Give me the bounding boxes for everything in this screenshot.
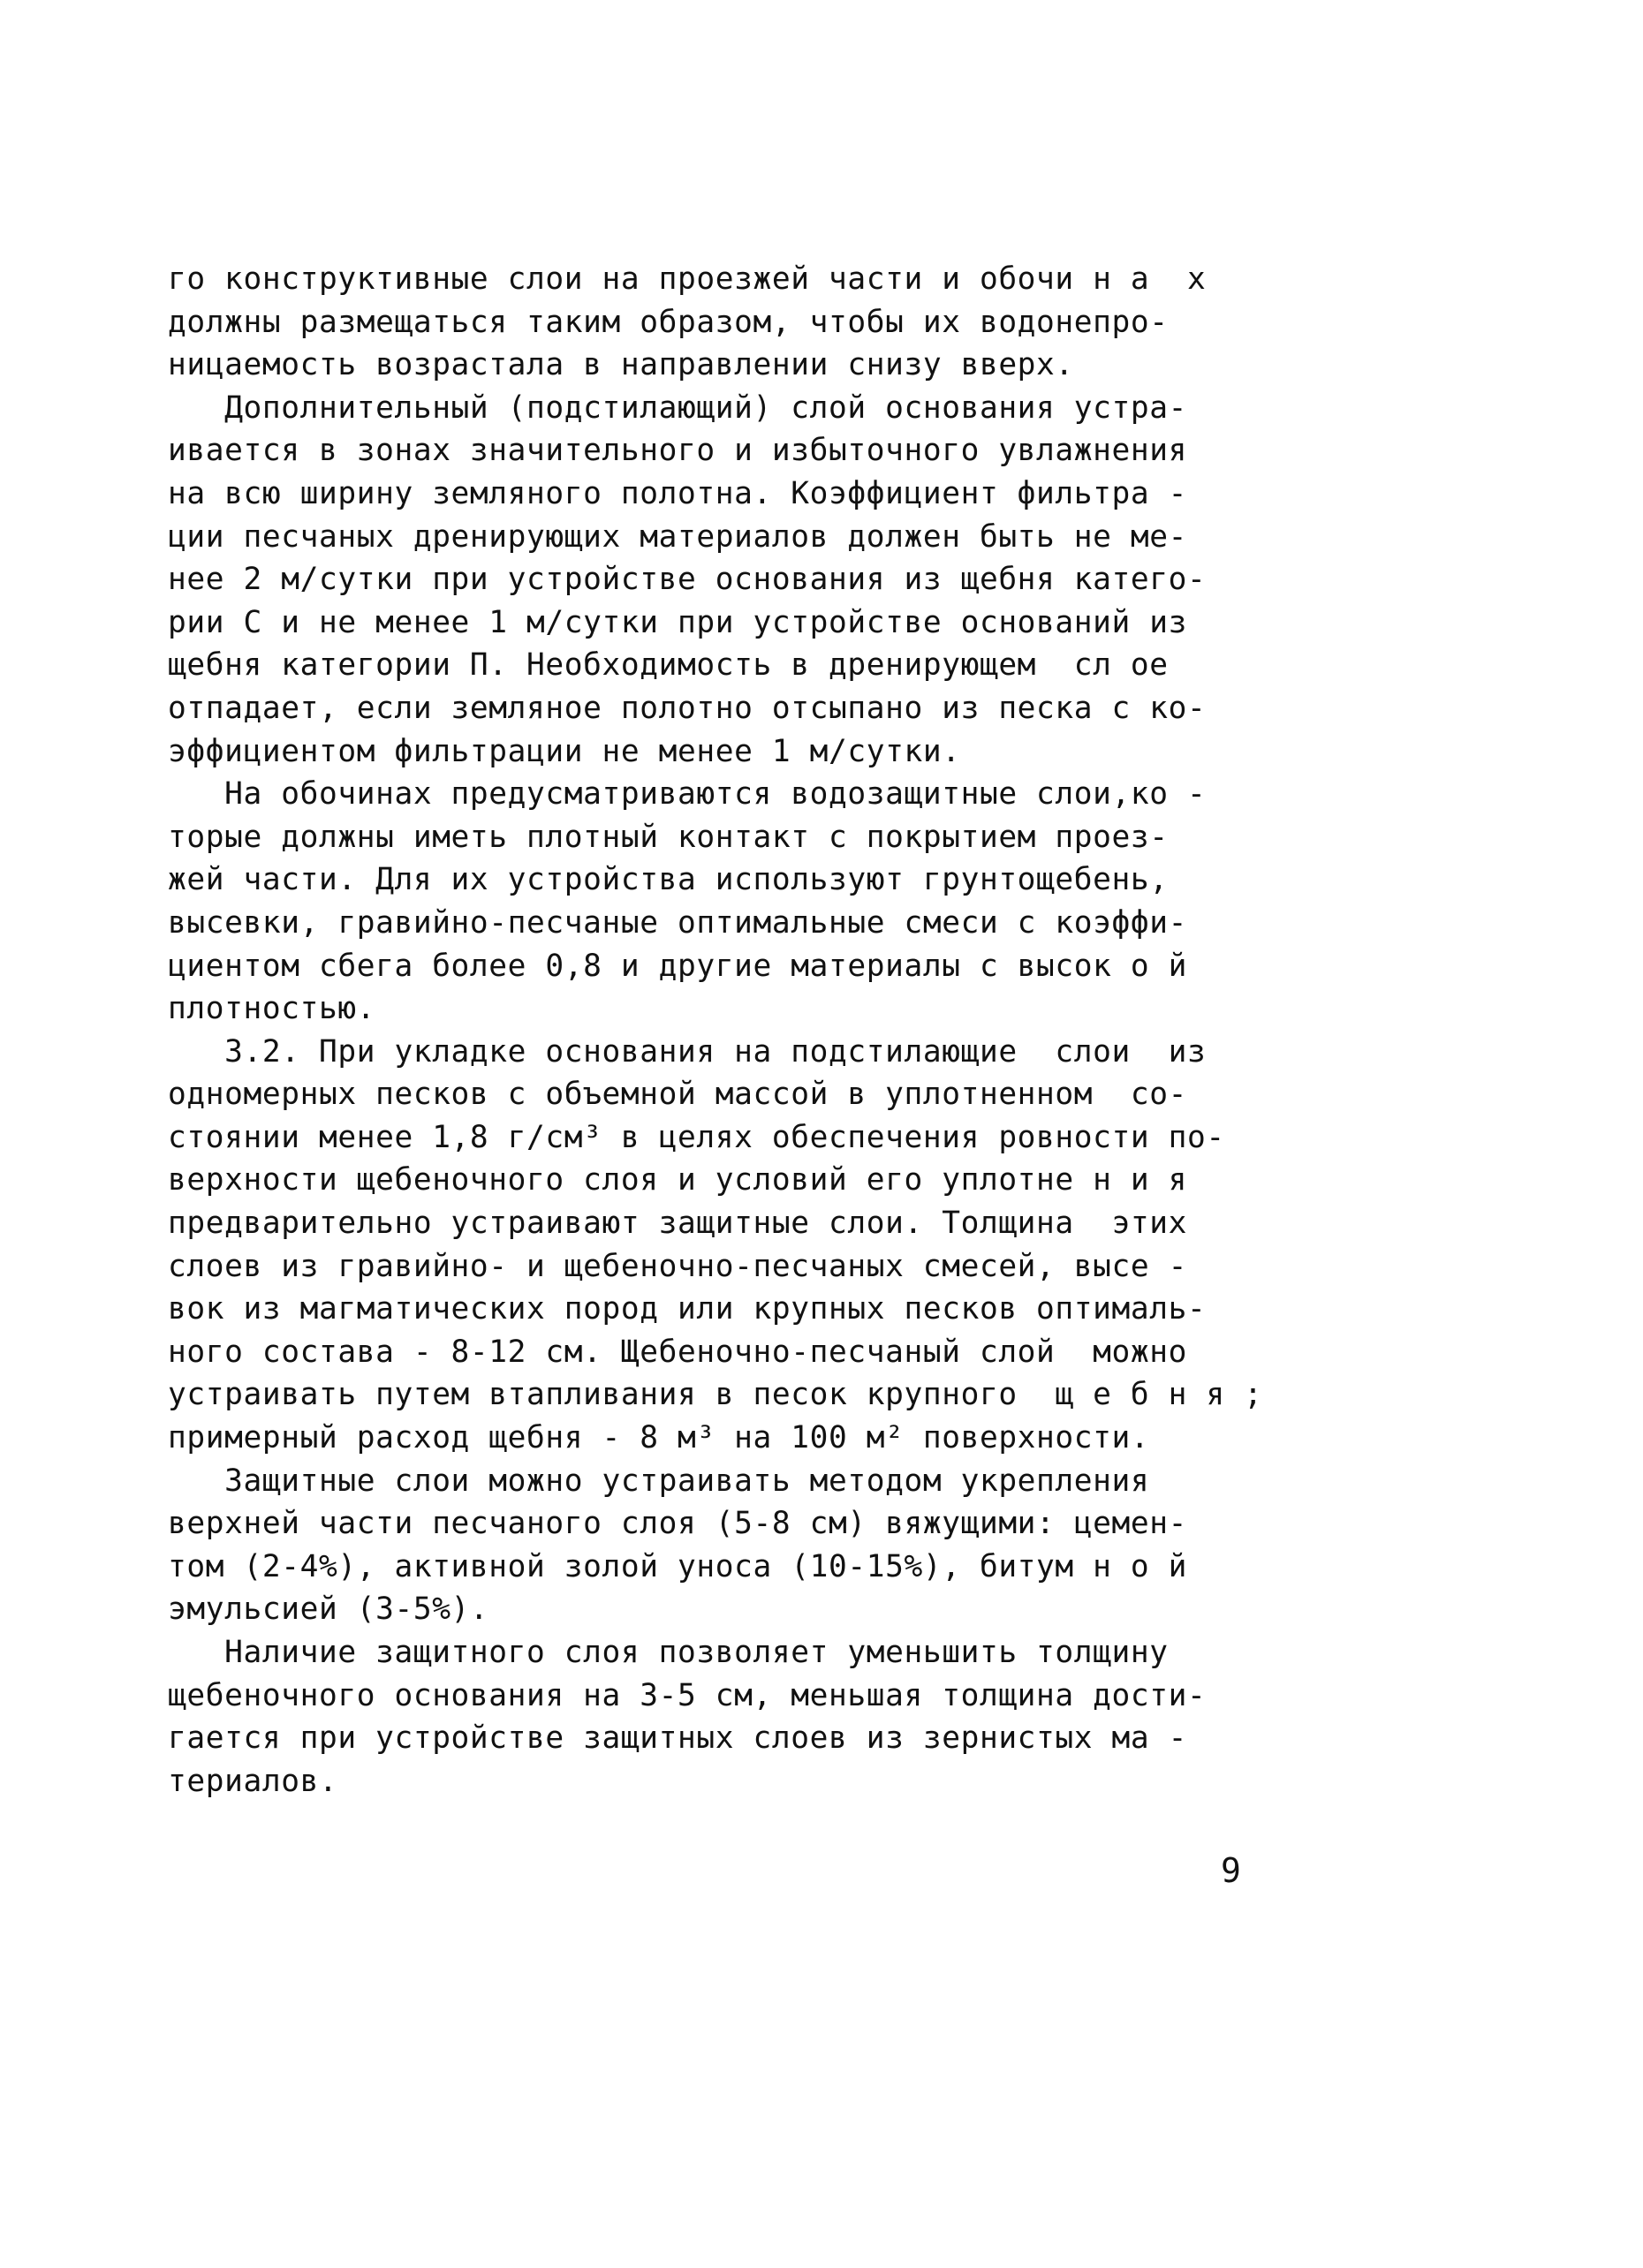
text-line: плотностью.: [168, 991, 376, 1027]
text-line: гается при устройстве защитных слоев из зернистых ма -: [168, 1720, 1188, 1757]
text-line: верхней части песчаного слоя (5-8 см) вяжущими: цемен-: [168, 1506, 1188, 1542]
paragraph-start-line: 3.2. При укладке основания на подстилающие слои из: [168, 1033, 1207, 1070]
paragraph-start-line: Защитные слои можно устраивать методом укрепления: [168, 1463, 1150, 1499]
body-text: [168, 258, 1316, 1803]
text-line: предварительно устраивают защитные слои. Толщина этих: [168, 1206, 1188, 1242]
text-line: рии С и не менее 1 м/сутки при устройстве оснований из: [168, 604, 1188, 640]
text-line: нее 2 м/сутки при устройстве основания из щебня катего-: [168, 562, 1207, 598]
text-line: ции песчаных дренирующих материалов должен быть не ме-: [168, 518, 1188, 555]
paragraph-start-line: На обочинах предусматриваются водозащитные слои,ко -: [168, 776, 1207, 813]
page-number: 9: [1221, 1851, 1241, 1890]
text-line: должны размещаться таким образом, чтобы их водонепро-: [168, 304, 1169, 340]
text-line: торые должны иметь плотный контакт с покрытием проез-: [168, 819, 1169, 855]
text-line: эффициентом фильтрации не менее 1 м/сутки.: [168, 733, 961, 769]
text-line: щебня категории П. Необходимость в дренирующем сл ое: [168, 647, 1169, 684]
text-line: примерный расход щебня - 8 м³ на 100 м² поверхности.: [168, 1420, 1150, 1456]
text-line: циентом сбега более 0,8 и другие материалы с высок о й: [168, 948, 1188, 984]
text-line: верхности щебеночного слоя и условий его уплотне н и я: [168, 1162, 1188, 1198]
text-line: на всю ширину земляного полотна. Коэффициент фильтра -: [168, 475, 1188, 511]
text-line: териалов.: [168, 1763, 338, 1799]
text-line: том (2-4%), активной золой уноса (10-15%), битум н о й: [168, 1548, 1188, 1584]
text-line: стоянии менее 1,8 г/см³ в целях обеспечения ровности по-: [168, 1119, 1225, 1155]
text-line: щебеночного основания на 3-5 см, меньшая толщина дости-: [168, 1677, 1207, 1713]
text-line: жей части. Для их устройства используют грунтощебень,: [168, 862, 1169, 898]
text-line: одномерных песков с объемной массой в уплотненном со-: [168, 1077, 1188, 1113]
text-line: высевки, гравийно-песчаные оптимальные смеси с коэффи-: [168, 904, 1188, 941]
text-line: устраивать путем втапливания в песок крупного щ е б н я ;: [168, 1377, 1263, 1413]
text-line: вок из магматических пород или крупных песков оптималь-: [168, 1291, 1207, 1327]
text-line: отпадает, если земляное полотно отсыпано из песка с ко-: [168, 690, 1207, 726]
text-line: го конструктивные слои на проезжей части и обочи н а х: [168, 261, 1207, 297]
paragraph-start-line: Наличие защитного слоя позволяет уменьшить толщину: [168, 1635, 1169, 1670]
text-line: ивается в зонах значительного и избыточного увлажнения: [168, 433, 1188, 469]
text-line: ницаемость возрастала в направлении снизу вверх.: [168, 347, 1074, 383]
text-line: ного состава - 8-12 см. Щебеночно-песчаный слой можно: [168, 1334, 1188, 1370]
paragraph-start-line: Дополнительный (подстилающий) слой основания устра-: [168, 389, 1188, 426]
text-line: эмульсией (3-5%).: [168, 1591, 489, 1628]
text-line: слоев из гравийно- и щебеночно-песчаных смесей, высе -: [168, 1248, 1188, 1284]
